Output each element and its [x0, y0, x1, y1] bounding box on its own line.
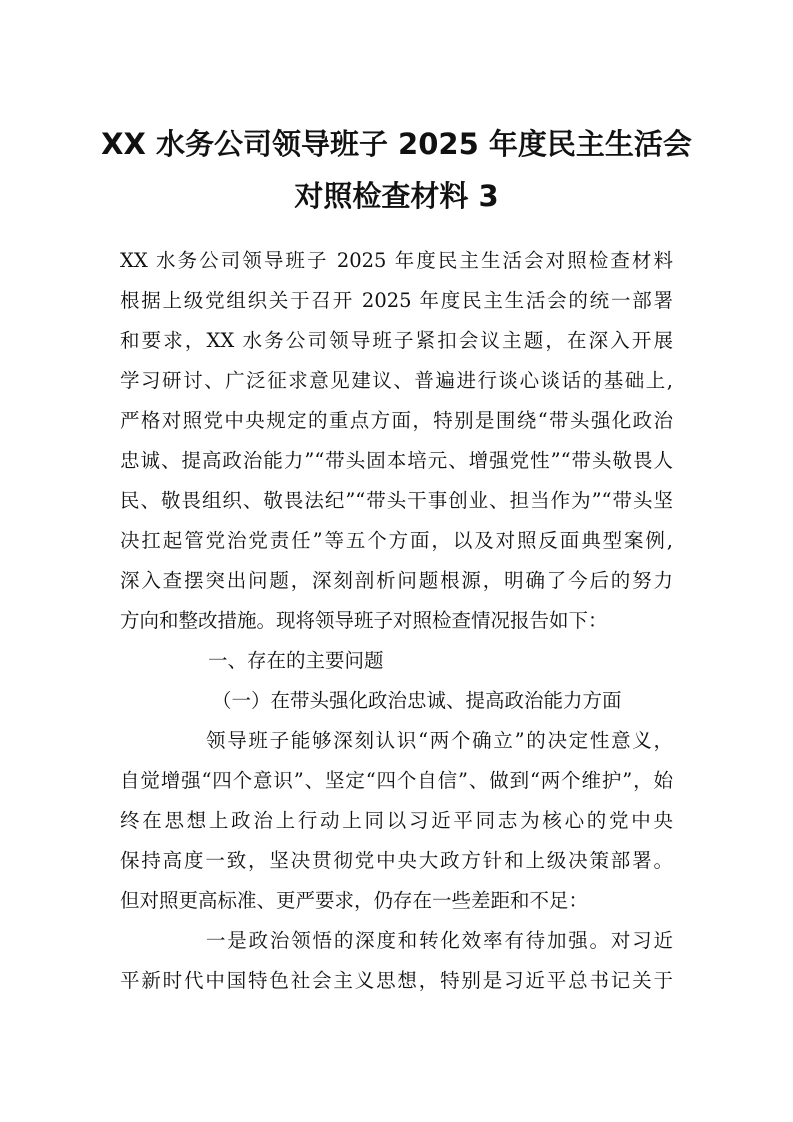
body-text-line: 保持高度一致，坚决贯彻党中央大政方针和上级决策部署。: [120, 849, 673, 872]
section-heading: 一、存在的主要问题: [208, 649, 384, 672]
body-text-line: 平新时代中国特色社会主义思想，特别是习近平总书记关于: [120, 969, 673, 992]
body-text-line: 但对照更高标准、更严要求，仍存在一些差距和不足：: [120, 889, 589, 912]
body-text-line: 领导班子能够深刻认识“两个确立”的决定性意义，: [206, 729, 673, 752]
body-text-line: 深入查摆突出问题，深刻剖析问题根源，明确了今后的努力: [120, 569, 673, 592]
body-text-line: 学习研讨、广泛征求意见建议、普遍进行谈心谈话的基础上,: [120, 369, 673, 392]
body-text-line: 终在思想上政治上行动上同以习近平同志为核心的党中央: [120, 809, 673, 832]
body-text-line: 和要求，XX 水务公司领导班子紧扣会议主题，在深入开展: [120, 329, 673, 352]
body-text-line: 民、敬畏组织、敬畏法纪”“带头干事创业、担当作为”“带头坚: [120, 489, 673, 512]
body-text-line: XX 水务公司领导班子 2025 年度民主生活会对照检查材料: [120, 249, 673, 272]
body-text-line: 根据上级党组织关于召开 2025 年度民主生活会的统一部署: [120, 289, 673, 312]
body-text-line: 方向和整改措施。现将领导班子对照检查情况报告如下：: [120, 609, 608, 632]
body-text-line: 严格对照党中央规定的重点方面，特别是围绕“带头强化政治: [120, 409, 673, 432]
body-text-line: 自觉增强“四个意识”、坚定“四个自信”、做到“两个维护”，始: [120, 769, 673, 792]
body-text-line: 决扛起管党治党责任”等五个方面，以及对照反面典型案例,: [120, 529, 673, 552]
subsection-heading: （一）在带头强化政治忠诚、提高政治能力方面: [212, 689, 622, 712]
body-text-line: 忠诚、提高政治能力”“带头固本培元、增强党性”“带头敬畏人: [120, 449, 673, 472]
document-title-line-2: 对照检查材料 3: [294, 179, 499, 213]
document-title-line-1: XX 水务公司领导班子 2025 年度民主生活会: [101, 127, 692, 161]
body-text-line: 一是政治领悟的深度和转化效率有待加强。对习近: [206, 929, 673, 952]
